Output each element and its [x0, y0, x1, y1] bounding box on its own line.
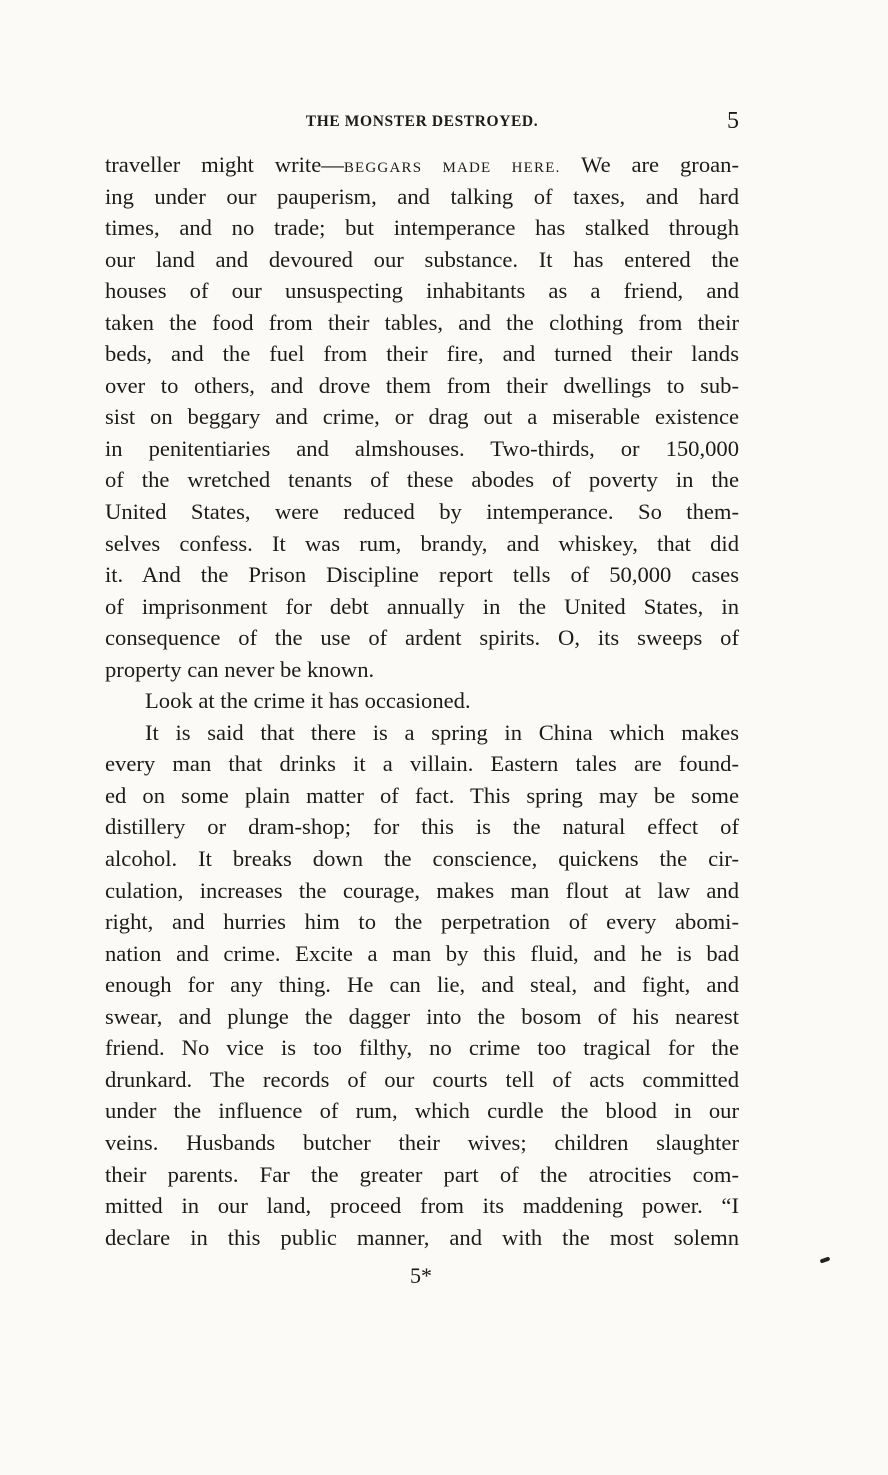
text-line: of the wretched tenants of these abodes of poverty in the — [105, 467, 739, 493]
text-line: right, and hurries him to the perpetration of every abomi- — [105, 909, 739, 935]
text-line: drunkard. The records of our courts tell of acts committed — [105, 1066, 739, 1092]
text-line: alcohol. It breaks down the conscience, quickens the cir- — [105, 846, 739, 872]
text-line: ing under our pauperism, and talking of taxes, and hard — [105, 183, 739, 209]
ink-speck — [820, 1256, 831, 1263]
text-line: distillery or dram-shop; for this is the natural effect of — [105, 814, 739, 840]
text-line: property can never be known. — [105, 656, 375, 682]
text-line: their parents. Far the greater part of the atrocities com- — [105, 1161, 739, 1187]
running-title: THE MONSTER DESTROYED. — [305, 113, 539, 130]
text-line: it. And the Prison Discipline report tells of 50,000 cases — [105, 562, 739, 588]
text-line: veins. Husbands butcher their wives; children slaughter — [105, 1129, 739, 1155]
text-line: mitted in our land, proceed from its maddening power. “I — [105, 1193, 739, 1219]
text-line: ed on some plain matter of fact. This spring may be some — [105, 782, 739, 808]
text-run: traveller might write— — [105, 152, 344, 177]
text-line: beds, and the fuel from their fire, and turned their lands — [105, 341, 739, 367]
text-line: sist on beggary and crime, or drag out a miserable existence — [105, 404, 739, 430]
signature-mark: 5* — [410, 1263, 432, 1288]
text-line: over to others, and drove them from their dwellings to sub- — [105, 372, 739, 398]
text-line: selves confess. It was rum, brandy, and whiskey, that did — [105, 530, 739, 556]
text-line — [105, 149, 739, 181]
small-caps-phrase: BEGGARS MADE HERE. — [343, 160, 561, 176]
text-run: We are groan- — [560, 152, 739, 177]
text-line: United States, were reduced by intemperance. So them- — [105, 499, 739, 525]
text-line: Look at the crime it has occasioned. — [145, 688, 471, 714]
text-line: under the influence of rum, which curdle the blood in our — [105, 1098, 739, 1124]
text-line: nation and crime. Excite a man by this fluid, and he is bad — [105, 940, 739, 966]
running-head — [105, 108, 739, 136]
text-line: friend. No vice is too filthy, no crime too tragical for the — [105, 1035, 739, 1061]
text-line: times, and no trade; but intemperance has stalked through — [105, 215, 739, 241]
text-line: in penitentiaries and almshouses. Two-thirds, or 150,000 — [105, 435, 739, 461]
page-number: 5 — [727, 108, 739, 134]
text-line: It is said that there is a spring in China which makes — [145, 719, 739, 745]
text-line: swear, and plunge the dagger into the bosom of his nearest — [105, 1003, 739, 1029]
text-line: declare in this public manner, and with the most solemn — [105, 1224, 739, 1250]
text-line: culation, increases the courage, makes man flout at law and — [105, 877, 739, 903]
text-line: houses of our unsuspecting inhabitants as a friend, and — [105, 278, 739, 304]
text-line: of imprisonment for debt annually in the United States, in — [105, 593, 739, 619]
text-line: our land and devoured our substance. It has entered the — [105, 246, 739, 272]
text-line: every man that drinks it a villain. Eastern tales are found- — [105, 751, 739, 777]
body-text — [105, 149, 739, 1253]
text-line: taken the food from their tables, and the clothing from their — [105, 309, 739, 335]
text-line: enough for any thing. He can lie, and steal, and fight, and — [105, 972, 739, 998]
text-line: consequence of the use of ardent spirits. O, its sweeps of — [105, 625, 739, 651]
